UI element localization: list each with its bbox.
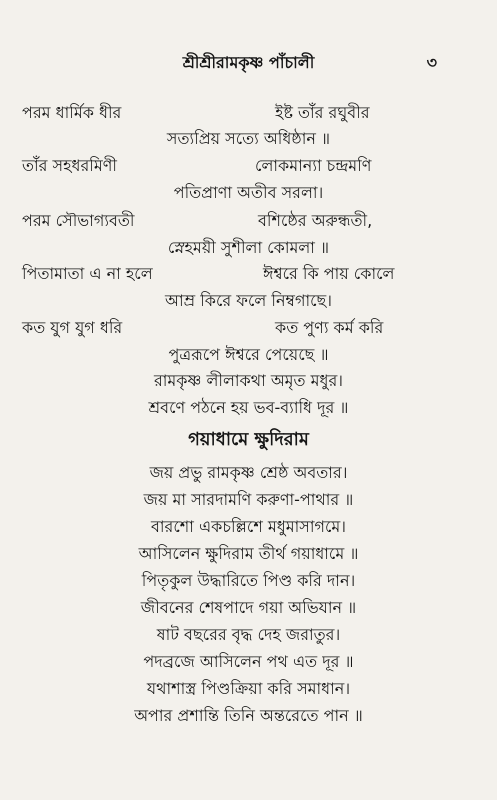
verse-line-left: পরম সৌভাগ্যবতী (22, 211, 135, 230)
verse-line: পিতৃকুল উদ্ধারিতে পিণ্ড করি দান। (141, 571, 356, 590)
verse-line: জয় মা সারদামণি করুণা-পাথার ॥ (143, 490, 354, 509)
verse-line: জীবনের শেষপাদে গয়া অভিযান ॥ (140, 598, 357, 617)
verse-line-right: ইষ্ট তাঁর রঘুবীর (275, 103, 370, 122)
section-heading: গয়াধামে ক্ষুদিরাম (188, 429, 309, 450)
verse-line: পদব্রজে আসিলেন পথ এত দূর ॥ (143, 652, 354, 671)
verse-line: আম্র কিরে ফলে নিম্বগাছে। (165, 291, 332, 310)
verse-line: শ্রবণে পঠনে হয় ভব-ব্যাধি দূর ॥ (148, 398, 349, 417)
verse-line: অপার প্রশান্তি তিনি অন্তরেতে পান ॥ (134, 706, 363, 725)
verse-line-left: তাঁর সহধরমিণী (22, 156, 117, 175)
page-number: ৩ (426, 53, 437, 72)
verse-line-left: পরম ধার্মিক ধীর (22, 103, 122, 122)
verse-line: আসিলেন ক্ষুদিরাম তীর্থ গয়াধামে ॥ (138, 544, 359, 563)
verse-line: ষাট বছরের বৃদ্ধ দেহ জরাতুর। (156, 625, 341, 644)
running-header-title: শ্রীশ্রীরামকৃষ্ণ পাঁচালী (182, 53, 315, 72)
verse-line-right: বশিষ্ঠের অরুন্ধতী, (258, 211, 373, 230)
verse-line-left: কত যুগ যুগ ধরি (22, 318, 123, 337)
verse-line-right: লোকমান্যা চন্দ্রমণি (255, 156, 372, 175)
verse-line: জয় প্রভু রামকৃষ্ণ শ্রেষ্ঠ অবতার। (149, 463, 348, 482)
verse-line: পুত্ররূপে ঈশ্বরে পেয়েছে ॥ (168, 345, 329, 364)
verse-line: স্নেহময়ী সুশীলা কোমলা ॥ (167, 238, 330, 257)
verse-line-left: পিতামাতা এ না হলে (22, 264, 153, 283)
verse-line: বারশো একচল্লিশে মধুমাসাগমে। (150, 517, 346, 536)
verse-line-right: কত পুণ্য কর্ম করি (275, 318, 384, 337)
verse-line: যথাশাস্ত্র পিণ্ডক্রিয়া করি সমাধান। (146, 679, 351, 698)
verse-line-right: ঈশ্বরে কি পায় কোলে (263, 264, 395, 283)
verse-line: পতিপ্রাণা অতীব সরলা। (173, 183, 324, 202)
verse-line: সত্যপ্রিয় সত্যে অধিষ্ঠান ॥ (166, 129, 331, 148)
verse-line: রামকৃষ্ণ লীলাকথা অমৃত মধুর। (153, 371, 344, 390)
